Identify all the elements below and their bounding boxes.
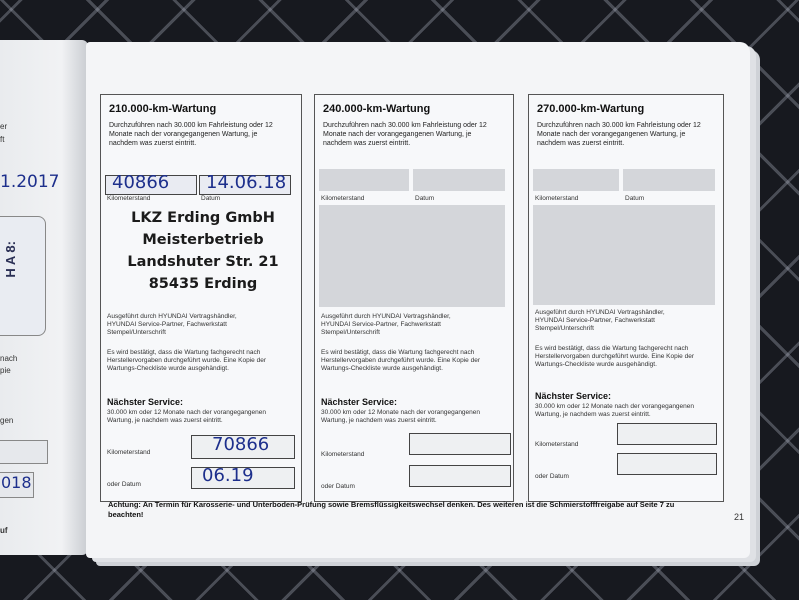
next-date-field xyxy=(617,453,717,475)
next-date-field xyxy=(409,465,511,487)
performed-by-text: Ausgeführt durch HYUNDAI Vertragshändler, HYUNDAI Service-Partner, Fachwerkstatt Stempel/Unterschrift xyxy=(107,313,237,336)
service-card-240000 xyxy=(314,94,514,502)
left-text-fragment: er xyxy=(0,122,8,131)
date-label: Datum xyxy=(625,195,645,202)
stamp-area xyxy=(319,205,505,307)
left-page xyxy=(0,40,88,555)
mileage-label: Kilometerstand xyxy=(107,195,151,202)
left-handwritten-value: 018 xyxy=(1,473,32,492)
mileage-field xyxy=(533,169,619,191)
mileage-label: Kilometerstand xyxy=(535,195,579,202)
confirmation-text: Es wird bestätigt, dass die Wartung fachgerecht nach Herstellervorgaben durchgeführt wurde. Eine Kopie der Wartungs-Checkliste wurde ausgehändigt. xyxy=(321,349,480,372)
next-date-value: 06.19 xyxy=(202,465,254,486)
date-field xyxy=(413,169,505,191)
next-mileage-field xyxy=(409,433,511,455)
next-date-field xyxy=(191,467,295,489)
next-date-label: oder Datum xyxy=(321,483,355,490)
page-number: 21 xyxy=(734,512,745,522)
mileage-field xyxy=(105,172,197,195)
next-service-description: 30.000 km oder 12 Monate nach der vorangegangenen Wartung, je nachdem was zuerst eintritt. xyxy=(107,409,267,424)
mileage-field xyxy=(319,169,409,191)
footer-note: Achtung: An Termin für Karosserie- und Unterboden-Prüfung sowie Bremsflüssigkeitswechsel denken. Des weiteren ist die Schmierstofffreigabe auf Seite 7 zu beachten! xyxy=(108,500,675,519)
next-service-description: 30.000 km oder 12 Monate nach der vorangegangenen Wartung, je nachdem was zuerst eintritt. xyxy=(321,409,481,424)
stamp-line: Landshuter Str. 21 xyxy=(127,254,279,270)
date-label: Datum xyxy=(415,195,435,202)
next-mileage-field xyxy=(191,435,295,459)
service-page xyxy=(86,42,750,558)
next-mileage-label: Kilometerstand xyxy=(535,441,579,448)
mileage-label: Kilometerstand xyxy=(321,195,365,202)
date-field xyxy=(623,169,715,191)
card-description: Durchzuführen nach 30.000 km Fahrleistung oder 12 Monate nach der vorangegangenen Wartung, je nachdem was zuerst eintritt. xyxy=(537,122,701,147)
next-mileage-value: 70866 xyxy=(212,434,270,455)
next-service-description: 30.000 km oder 12 Monate nach der vorangegangenen Wartung, je nachdem was zuerst eintritt. xyxy=(535,403,695,418)
card-description: Durchzuführen nach 30.000 km Fahrleistung oder 12 Monate nach der vorangegangenen Wartung, je nachdem was zuerst eintritt. xyxy=(323,122,487,147)
next-mileage-label: Kilometerstand xyxy=(107,449,151,456)
card-title: 270.000-km-Wartung xyxy=(537,103,645,115)
next-service-title: Nächster Service: xyxy=(107,397,184,407)
performed-by-text: Ausgeführt durch HYUNDAI Vertragshändler, HYUNDAI Service-Partner, Fachwerkstatt Stempel/Unterschrift xyxy=(321,313,451,336)
left-text-fragment: nach xyxy=(0,354,18,363)
mileage-value: 40866 xyxy=(112,172,170,193)
date-value: 14.06.18 xyxy=(206,172,287,193)
left-text-fragment: ft xyxy=(0,135,5,144)
service-card-210000 xyxy=(100,94,302,502)
next-mileage-label: Kilometerstand xyxy=(321,451,365,458)
stamp-area xyxy=(533,205,715,305)
card-title: 240.000-km-Wartung xyxy=(323,103,431,115)
stamp-line: Meisterbetrieb xyxy=(142,232,264,248)
dealer-stamp xyxy=(115,207,291,295)
left-handwritten-date: 1.2017 xyxy=(0,172,60,192)
stamp-line: LKZ Erding GmbH xyxy=(131,210,275,226)
left-stamp xyxy=(0,216,46,336)
performed-by-text: Ausgeführt durch HYUNDAI Vertragshändler, HYUNDAI Service-Partner, Fachwerkstatt Stempel/Unterschrift xyxy=(535,309,665,332)
left-text-fragment: gen xyxy=(0,416,14,425)
next-service-title: Nächster Service: xyxy=(535,391,612,401)
confirmation-text: Es wird bestätigt, dass die Wartung fachgerecht nach Herstellervorgaben durchgeführt wurde. Eine Kopie der Wartungs-Checkliste wurde ausgehändigt. xyxy=(107,349,266,372)
left-text-fragment: uf xyxy=(0,526,8,535)
next-mileage-field xyxy=(617,423,717,445)
left-field-box xyxy=(0,472,34,498)
card-description: Durchzuführen nach 30.000 km Fahrleistung oder 12 Monate nach der vorangegangenen Wartung, je nachdem was zuerst eintritt. xyxy=(109,122,273,147)
date-field xyxy=(199,172,291,195)
left-stamp-text: H A 8: xyxy=(3,241,18,278)
next-service-title: Nächster Service: xyxy=(321,397,398,407)
next-date-label: oder Datum xyxy=(107,481,141,488)
left-text-fragment: pie xyxy=(0,366,11,375)
service-card-270000 xyxy=(528,94,724,502)
confirmation-text: Es wird bestätigt, dass die Wartung fachgerecht nach Herstellervorgaben durchgeführt wurde. Eine Kopie der Wartungs-Checkliste wurde ausgehändigt. xyxy=(535,345,694,368)
card-title: 210.000-km-Wartung xyxy=(109,103,217,115)
next-date-label: oder Datum xyxy=(535,473,569,480)
left-field-box xyxy=(0,440,48,464)
stamp-line: 85435 Erding xyxy=(148,276,258,292)
date-label: Datum xyxy=(201,195,221,202)
